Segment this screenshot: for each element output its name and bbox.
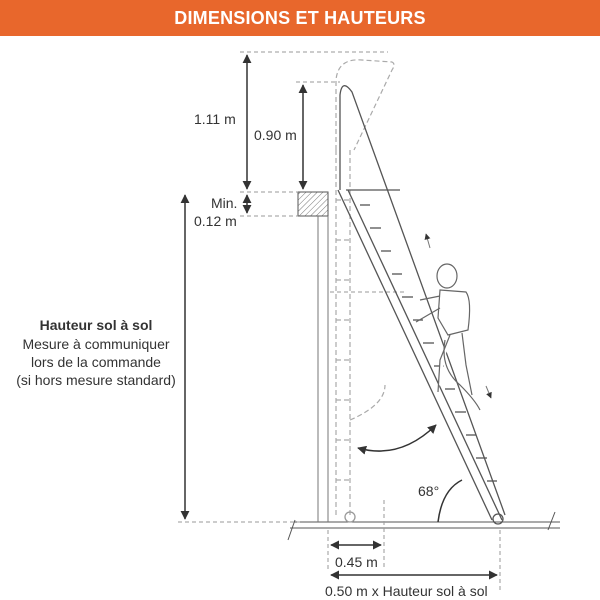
- height-note-line1: Mesure à communiquer: [22, 336, 170, 352]
- handrail-min-label: 0.90 m: [254, 127, 297, 143]
- height-note-line2: lors de la commande: [31, 354, 161, 370]
- inclined-ladder: [338, 86, 505, 524]
- angle-label: 68°: [418, 483, 440, 499]
- height-note-title: Hauteur sol à sol: [39, 317, 153, 333]
- handrail-max-label: 1.11 m: [194, 111, 236, 127]
- angle-arc: [438, 480, 462, 522]
- step-gap-value: 0.12 m: [194, 213, 237, 229]
- depth-label: 0.45 m: [335, 554, 378, 570]
- header-title: DIMENSIONS ET HAUTEURS: [174, 7, 426, 28]
- step-gap-label: Min.: [211, 195, 238, 211]
- height-note-line3: (si hors mesure standard): [16, 372, 176, 388]
- floor-structure: [288, 512, 560, 540]
- climbing-person-figure: [416, 264, 480, 410]
- upper-floor-slab: [298, 192, 328, 216]
- wall: [318, 216, 328, 522]
- base-width-label: 0.50 m x Hauteur sol à sol: [325, 583, 488, 599]
- swing-arrow: [358, 425, 436, 451]
